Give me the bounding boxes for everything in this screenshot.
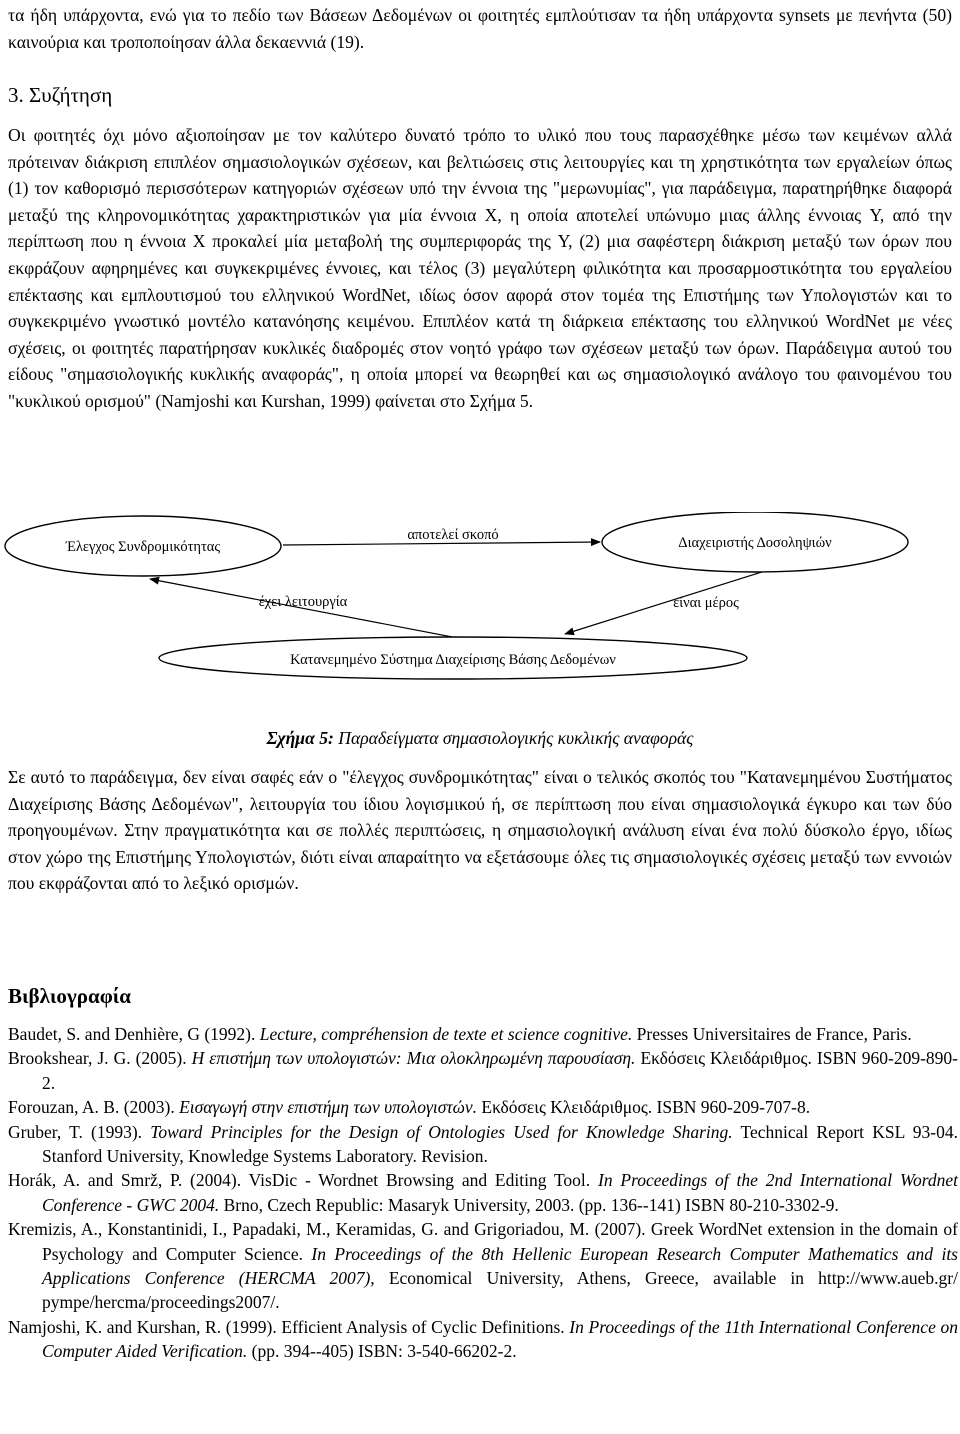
figure-caption-text: Παραδείγματα σημασιολογικής κυκλικής αναφοράς [333, 728, 694, 748]
edge-label-top: αποτελεί σκοπό [407, 527, 499, 543]
node-label-bottom: Κατανεμημένο Σύστημα Διαχείρισης Βάσης Δεδομένων [290, 652, 616, 668]
reference-list [8, 1022, 958, 1364]
discussion-paragraph: Οι φοιτητές όχι μόνο αξιοποίησαν με τον καλύτερο δυνατό τρόπο το υλικό που τους παρασχέθηκε μέσω των κειμένων αλλά πρότειναν διάκριση επιπλέον σημασιολογικών σχέσεων, και βελτιώσεις στις λειτουργίες και τη χρηστικότητα των εργαλείων όπως (1) τον καθορισμό περισσότερων κατηγοριών σχέσεων υπό την έννοια της "μερωνυμίας", για παράδειγμα, παρατηρήθηκε διαφορά μεταξύ της κληρονομικότητας χαρακτηριστικών για μία έννοια X, η οποία αποτελεί υπώνυμο μιας άλλης έννοιας Y, από την περίπτωση που η έννοια X προκαλεί μία μεταβολή της συμπεριφοράς της Y, (2) μια σαφέστερη διάκριση μεταξύ των όρων που εκφράζουν αφηρημένες και συγκεκριμένες έννοιες, και τέλος (3) μεγαλύτερη φιλικότητα και προσαρμοστικότητα του εργαλείου επέκτασης και εμπλουτισμού του ελληνικού WordNet, ιδίως όσον αφορά στον τομέα της Επιστήμης των Υπολογιστών και το συγκεκριμένο γνωστικό μοντέλο κατανόησης κειμένου. Επιπλέον κατά τη διάρκεια επέκτασης του ελληνικού WordNet με νέες σχέσεις, οι φοιτητές παρατήρησαν κυκλικές διαδρομές στον νοητό γράφο των σχέσεων μεταξύ των όρων. Παράδειγμα αυτού του είδους "σημασιολογικής κυκλικής αναφοράς", η οποία μπορεί να θεωρηθεί και ως σημασιολογικό ανάλογο του φαινομένου του "κυκλικού ορισμού" (Namjoshi και Kurshan, 1999) φαίνεται στο Σχήμα 5. [8, 125, 952, 411]
reference-item: Brookshear, J. G. (2005). Η επιστήμη των υπολογιστών: Μια ολοκληρωμένη παρουσίαση. Εκδόσεις Κλειδάριθμος. ISBN 960-209-890-2. [8, 1048, 959, 1093]
node-label-left: Έλεγχος Συνδρομικότητας [65, 539, 221, 555]
bibliography-heading: Βιβλιογραφία [8, 984, 132, 1008]
semantic-cycle-diagram [0, 512, 960, 680]
reference-item: Kremizis, A., Konstantinidi, I., Papadaki, M., Keramidas, G. and Grigoriadou, M. (2007). Greek WordNet extension in the domain of Psychology and Computer Science. In Proceedings of the 8th Hellenic European Research Computer Mathematics and its Applications Conference (HERCMA 2007), Economical University, Athens, Greece, available in http://www.aueb.gr/ pympe/hercma/proceedings2007/. [8, 1219, 958, 1313]
node-label-right: Διαχειριστής Δοσοληψιών [678, 535, 832, 551]
reference-item: Baudet, S. and Denhière, G (1992). Lecture, compréhension de texte et science cognitive. Presses Universitaires de France, Paris. [8, 1024, 912, 1044]
figure-label: Σχήμα 5: [266, 728, 334, 748]
reference-item: Gruber, T. (1993). Toward Principles for the Design of Ontologies Used for Knowledge Sharing. Technical Report KSL 93-04. Stanford University, Knowledge Systems Laboratory. Revision. [8, 1121, 958, 1167]
analysis-paragraph: Σε αυτό το παράδειγμα, δεν είναι σαφές εάν ο "έλεγχος συνδρομικότητας" είναι ο τελικός σκοπός του "Κατανεμημένου Συστήματος Διαχείρισης Βάσης Δεδομένων", λειτουργία του ίδιου λογισμικού ή, σε περίπτωση που είναι σημασιολογικά έγκυρο και των δύο προηγουμένων. Στην πραγματικότητα και σε πολλές περιπτώσεις, η σημασιολογική ανάλυση είναι ένα πολύ δύσκολο έργο, ιδίως στον χώρο της Επιστήμης Υπολογιστών, διότι είναι απαραίτητο να εξετάσουμε όλες τις σημασιολογικές σχέσεις μεταξύ των εννοιών που εκφράζονται από το λεξικό ορισμών. [8, 767, 952, 894]
figure-caption [0, 726, 960, 750]
edge-label-left: έχει λειτουργία [258, 594, 348, 610]
reference-item: Horák, A. and Smrž, P. (2004). VisDic - Wordnet Browsing and Editing Tool. In Proceedings of the 2nd International Wordnet Conference - GWC 2004. Brno, Czech Republic: Masaryk University, 2003. (pp. 136--141) ISBN 80-210-3302-9. [8, 1170, 958, 1215]
reference-item: Forouzan, A. B. (2003). Εισαγωγή στην επιστήμη των υπολογιστών. Εκδόσεις Κλειδάριθμος. ISBN 960-209-707-8. [8, 1097, 811, 1118]
reference-item: Namjoshi, K. and Kurshan, R. (1999). Efficient Analysis of Cyclic Definitions. In Proceedings of the 11th International Conference on Computer Aided Verification. (pp. 394--405) ISBN: 3-540-66202-2. [8, 1316, 959, 1362]
section-heading: 3. Συζήτηση [8, 83, 113, 107]
edge-label-right: είναι μέρος [673, 595, 739, 611]
intro-paragraph: τα ήδη υπάρχοντα, ενώ για το πεδίο των Βάσεων Δεδομένων οι φοιτητές εμπλούτισαν τα ήδη υπάρχοντα synsets με πενήντα (50) καινούρια και τροποποίησαν άλλα δεκαεννιά (19). [8, 5, 952, 52]
